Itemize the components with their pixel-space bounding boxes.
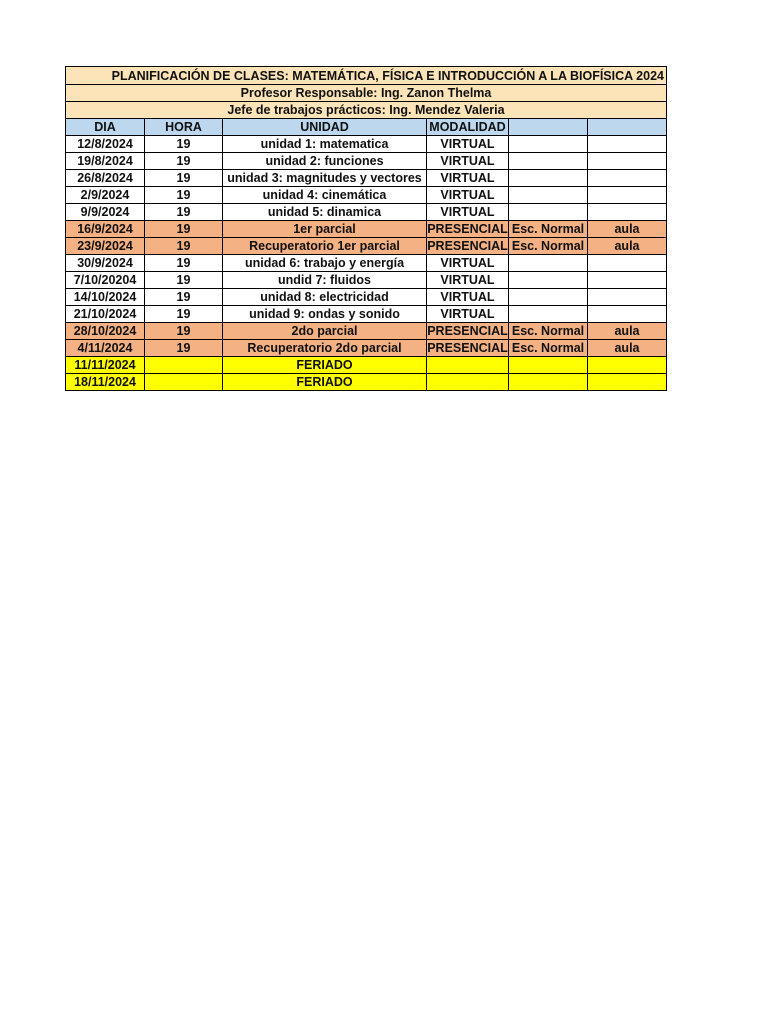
cell-unidad: unidad 9: ondas y sonido — [223, 306, 427, 323]
cell-hora — [145, 357, 223, 374]
cell-unidad: undid 7: fluidos — [223, 272, 427, 289]
table-row — [66, 306, 667, 323]
jtp-line: Jefe de trabajos prácticos: Ing. Mendez Valeria — [66, 102, 667, 119]
cell-hora: 19 — [145, 221, 223, 238]
cell-modalidad: VIRTUAL — [427, 289, 509, 306]
column-header-hora: HORA — [145, 119, 223, 136]
cell-modalidad: VIRTUAL — [427, 272, 509, 289]
cell-lugar — [509, 289, 588, 306]
cell-hora: 19 — [145, 136, 223, 153]
cell-unidad: 1er parcial — [223, 221, 427, 238]
cell-hora: 19 — [145, 340, 223, 357]
cell-modalidad: VIRTUAL — [427, 306, 509, 323]
cell-lugar — [509, 255, 588, 272]
cell-lugar: Esc. Normal — [509, 340, 588, 357]
cell-modalidad: VIRTUAL — [427, 136, 509, 153]
cell-modalidad: PRESENCIAL — [427, 222, 508, 236]
cell-lugar — [509, 272, 588, 289]
cell-hora: 19 — [145, 255, 223, 272]
table-row — [66, 136, 667, 153]
cell-lugar — [509, 170, 588, 187]
cell-lugar: Esc. Normal — [509, 323, 588, 340]
cell-lugar: Esc. Normal — [509, 221, 588, 238]
cell-sala — [588, 136, 667, 153]
professor-line: Profesor Responsable: Ing. Zanon Thelma — [66, 85, 667, 102]
cell-hora: 19 — [145, 289, 223, 306]
table-row — [66, 323, 667, 340]
schedule-table — [65, 66, 667, 391]
cell-unidad: unidad 2: funciones — [223, 153, 427, 170]
cell-unidad: unidad 3: magnitudes y vectores — [223, 170, 427, 187]
cell-unidad: unidad 8: electricidad — [223, 289, 427, 306]
cell-dia: 7/10/20204 — [66, 272, 145, 289]
column-header-unidad: UNIDAD — [223, 119, 427, 136]
cell-unidad: unidad 1: matematica — [223, 136, 427, 153]
cell-dia: 23/9/2024 — [66, 238, 145, 255]
cell-unidad: FERIADO — [223, 357, 427, 374]
table-row — [66, 204, 667, 221]
cell-hora: 19 — [145, 204, 223, 221]
cell-sala — [588, 187, 667, 204]
cell-hora — [145, 374, 223, 391]
cell-lugar — [509, 153, 588, 170]
cell-hora: 19 — [145, 170, 223, 187]
cell-dia: 28/10/2024 — [66, 323, 145, 340]
cell-unidad: Recuperatorio 2do parcial — [223, 340, 427, 357]
cell-sala: aula — [588, 340, 667, 357]
column-header-blank — [588, 119, 667, 136]
title-row — [66, 67, 667, 85]
cell-sala — [588, 255, 667, 272]
cell-hora: 19 — [145, 153, 223, 170]
professor-row — [66, 85, 667, 102]
cell-modalidad: VIRTUAL — [427, 153, 509, 170]
cell-modalidad: VIRTUAL — [427, 187, 509, 204]
cell-hora: 19 — [145, 187, 223, 204]
cell-hora: 19 — [145, 323, 223, 340]
cell-dia: 30/9/2024 — [66, 255, 145, 272]
column-header-blank — [509, 119, 588, 136]
cell-lugar — [509, 136, 588, 153]
cell-modalidad: VIRTUAL — [427, 170, 509, 187]
cell-lugar — [509, 357, 588, 374]
cell-sala: aula — [588, 221, 667, 238]
column-header-modalidad: MODALIDAD — [427, 119, 509, 136]
cell-lugar — [509, 204, 588, 221]
cell-sala — [588, 289, 667, 306]
cell-lugar: Esc. Normal — [509, 238, 588, 255]
cell-dia: 21/10/2024 — [66, 306, 145, 323]
column-header-dia: DIA — [66, 119, 145, 136]
cell-lugar — [509, 306, 588, 323]
table-row — [66, 170, 667, 187]
cell-dia: 12/8/2024 — [66, 136, 145, 153]
table-row — [66, 272, 667, 289]
cell-unidad: 2do parcial — [223, 323, 427, 340]
cell-dia: 16/9/2024 — [66, 221, 145, 238]
cell-sala: aula — [588, 238, 667, 255]
cell-unidad: unidad 4: cinemática — [223, 187, 427, 204]
cell-sala — [588, 374, 667, 391]
table-row — [66, 289, 667, 306]
cell-sala — [588, 272, 667, 289]
cell-dia: 2/9/2024 — [66, 187, 145, 204]
cell-modalidad: VIRTUAL — [427, 255, 509, 272]
cell-dia: 9/9/2024 — [66, 204, 145, 221]
cell-dia: 4/11/2024 — [66, 340, 145, 357]
table-row — [66, 340, 667, 357]
cell-dia: 14/10/2024 — [66, 289, 145, 306]
cell-lugar — [509, 187, 588, 204]
column-header-row — [66, 119, 667, 136]
cell-modalidad: PRESENCIAL — [427, 341, 508, 355]
cell-dia: 19/8/2024 — [66, 153, 145, 170]
cell-modalidad — [427, 357, 509, 374]
cell-unidad: unidad 6: trabajo y energía — [223, 255, 427, 272]
cell-dia: 18/11/2024 — [66, 374, 145, 391]
cell-sala — [588, 204, 667, 221]
cell-dia: 11/11/2024 — [66, 357, 145, 374]
table-row — [66, 187, 667, 204]
cell-unidad: FERIADO — [223, 374, 427, 391]
sheet-title: PLANIFICACIÓN DE CLASES: MATEMÁTICA, FÍSICA E INTRODUCCIÓN A LA BIOFÍSICA 2024 — [66, 67, 667, 85]
table-row — [66, 221, 667, 238]
cell-hora: 19 — [145, 238, 223, 255]
cell-hora: 19 — [145, 272, 223, 289]
cell-dia: 26/8/2024 — [66, 170, 145, 187]
cell-modalidad: PRESENCIAL — [427, 239, 508, 253]
cell-hora: 19 — [145, 306, 223, 323]
cell-modalidad: VIRTUAL — [427, 204, 509, 221]
cell-modalidad — [427, 374, 509, 391]
cell-unidad: Recuperatorio 1er parcial — [223, 238, 427, 255]
cell-lugar — [509, 374, 588, 391]
cell-sala — [588, 170, 667, 187]
table-row — [66, 255, 667, 272]
cell-sala: aula — [588, 323, 667, 340]
cell-modalidad: PRESENCIAL — [427, 324, 508, 338]
table-row — [66, 374, 667, 391]
cell-sala — [588, 306, 667, 323]
jtp-row — [66, 102, 667, 119]
table-row — [66, 153, 667, 170]
cell-sala — [588, 153, 667, 170]
table-row — [66, 238, 667, 255]
table-row — [66, 357, 667, 374]
cell-sala — [588, 357, 667, 374]
cell-unidad: unidad 5: dinamica — [223, 204, 427, 221]
